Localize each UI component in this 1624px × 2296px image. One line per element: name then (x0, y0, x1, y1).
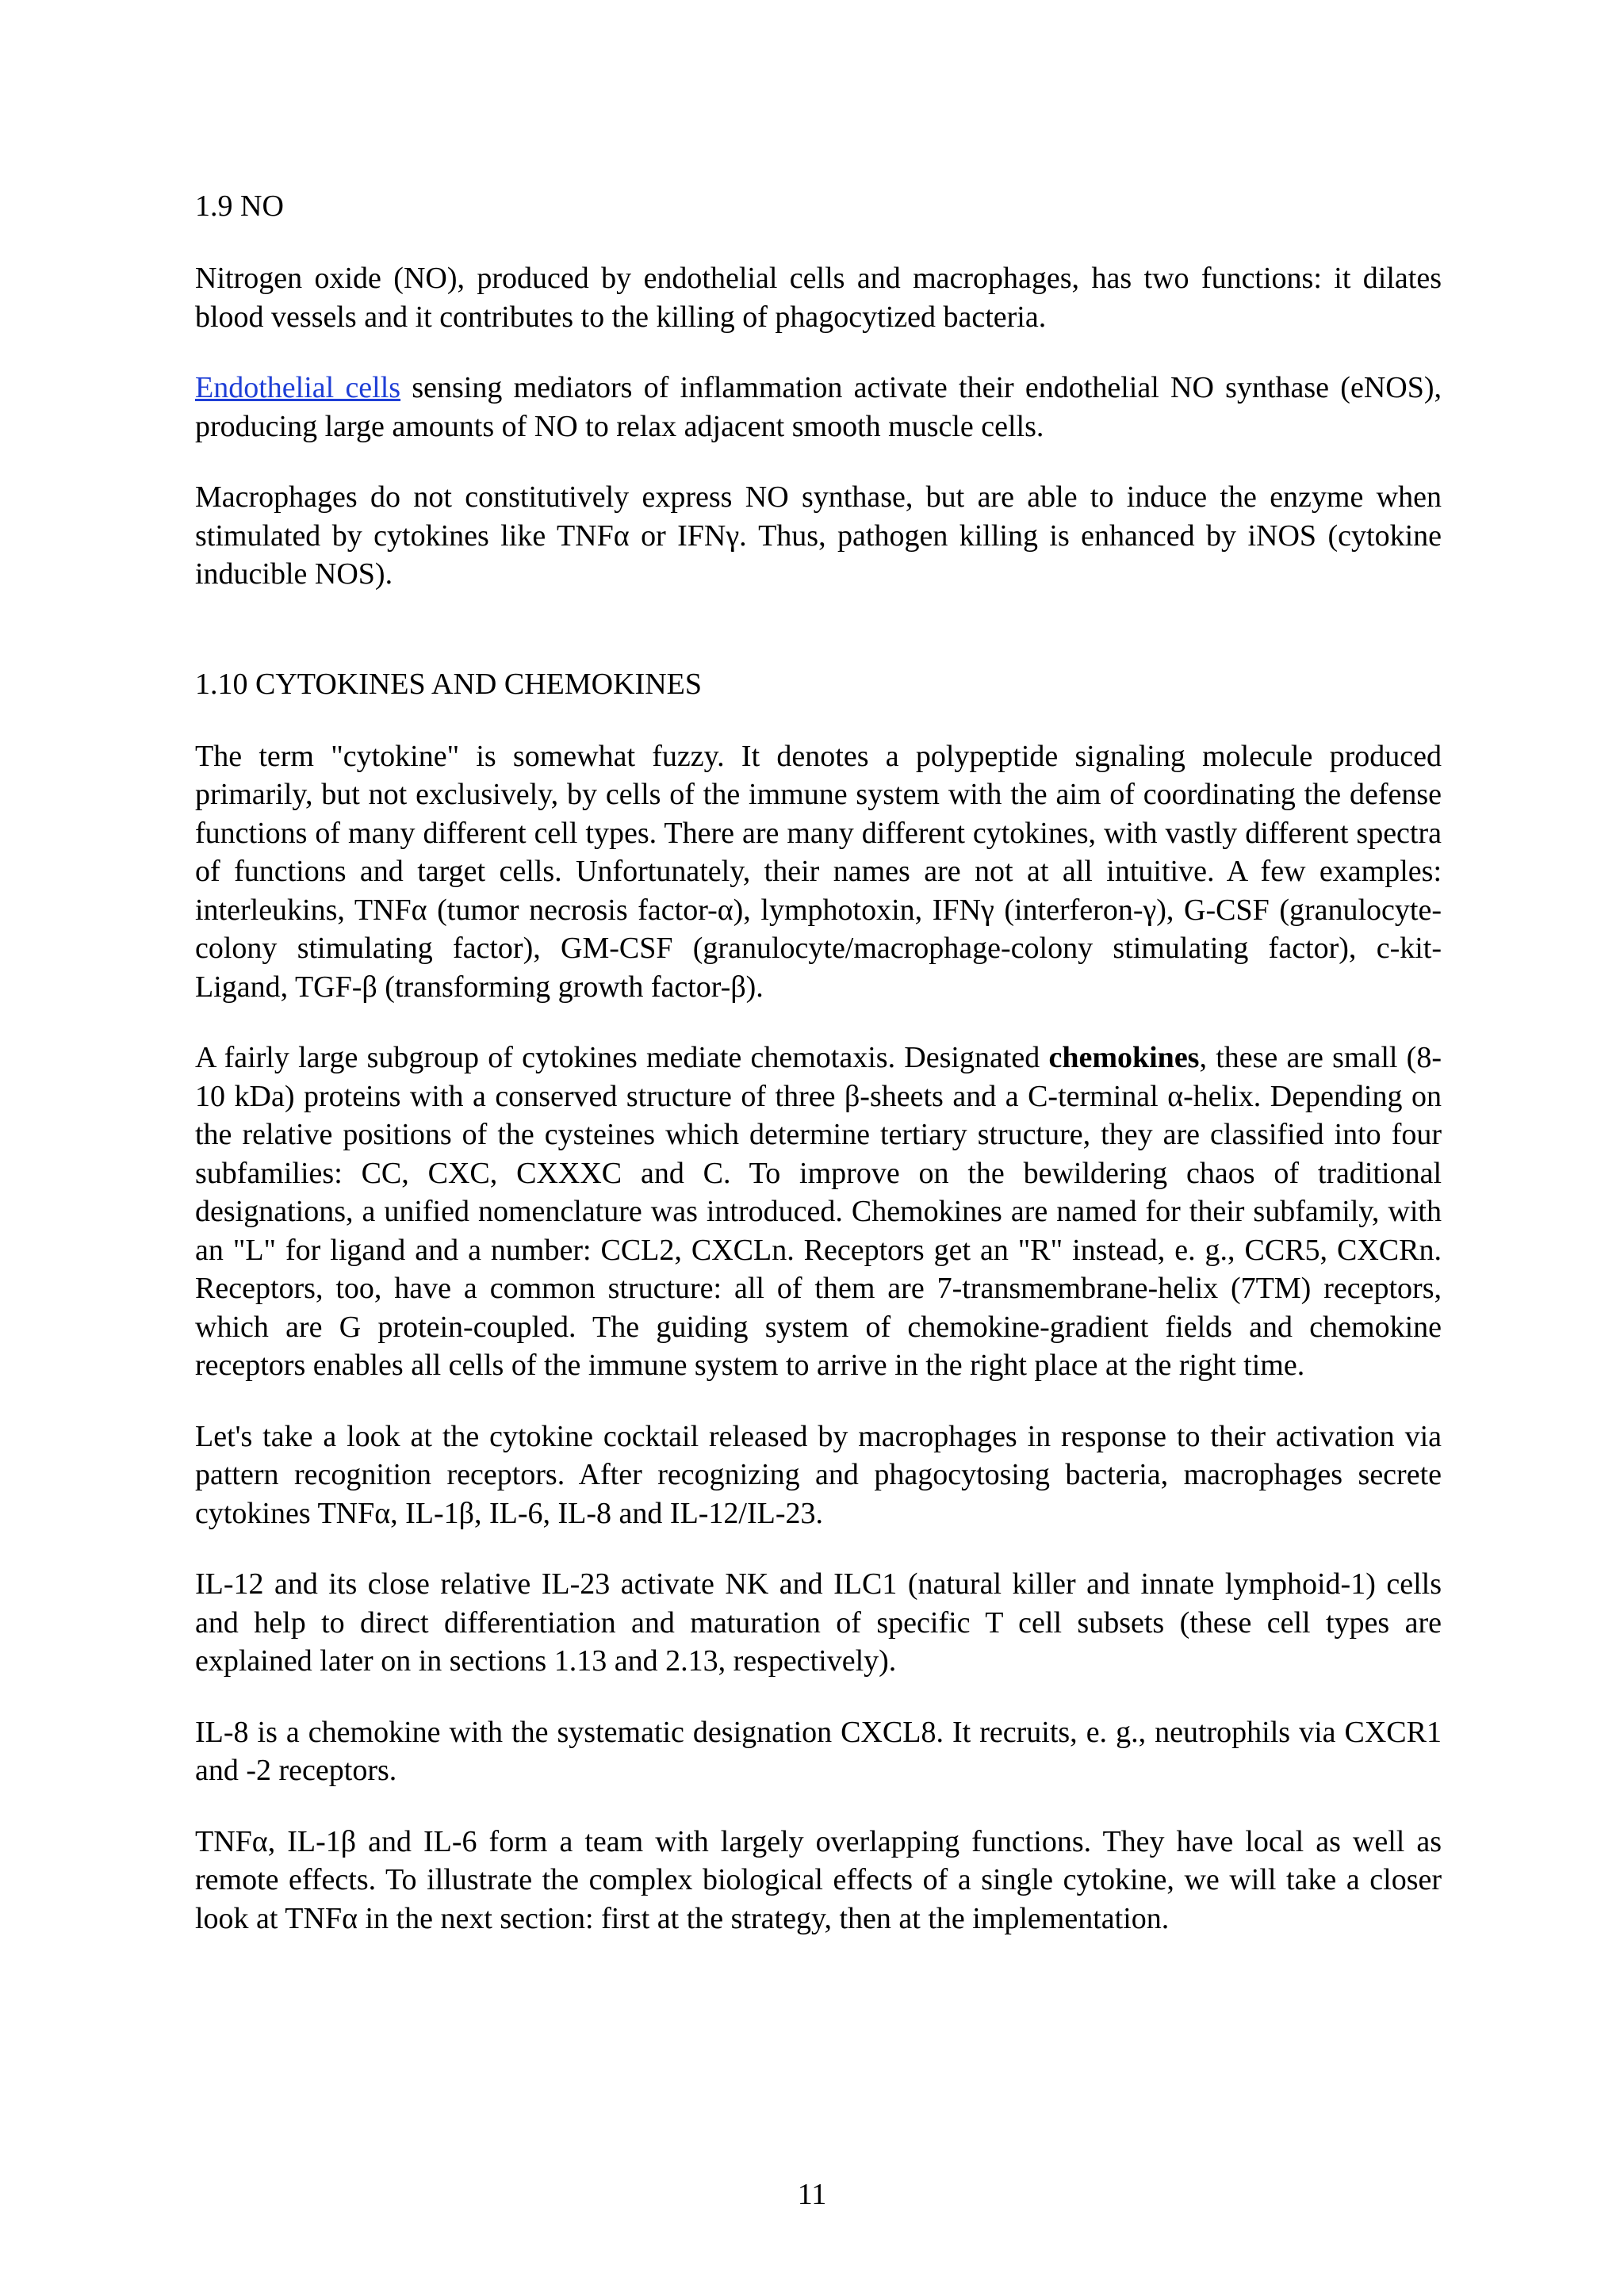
page-content (195, 187, 1442, 1938)
paragraph-chemokines-intro: A fairly large subgroup of cytokines mediate chemotaxis. Designated (195, 1041, 1049, 1074)
section-heading-1-10: 1.10 CYTOKINES AND CHEMOKINES (195, 667, 702, 701)
paragraph-il8: IL-8 is a chemokine with the systematic designation CXCL8. It recruits, e. g., neutrophils via CXCR1 and -2 receptors. (195, 1715, 1442, 1787)
section-heading-1-9: 1.9 NO (195, 189, 284, 223)
paragraph-endothelial-text: sensing mediators of inflammation activate their endothelial NO synthase (eNOS), producing large amounts of NO to relax adjacent smooth muscle cells. (195, 371, 1442, 443)
paragraph-cytokine-cocktail: Let's take a look at the cytokine cocktail released by macrophages in response to their activation via pattern recognition receptors. After recognizing and phagocytosing bacteria, macrophages secrete cytokines TNFα, IL-1β, IL-6, IL-8 and IL-12/IL-23. (195, 1419, 1442, 1530)
paragraph-chemokines-body: , these are small (8-10 kDa) proteins with a conserved structure of three β-sheets and a C-terminal α-helix. Depending on the relative positions of the cysteines which determine tertiary structure, they are classified into four subfamilies: CC, CXC, CXXXC and C. To improve on the bewildering chaos of traditional designations, a unified nomenclature was introduced. Chemokines are named for their subfamily, with an "L" for ligand and a number: CCL2, CXCLn. Receptors get an "R" instead, e. g., CCR5, CXCRn. Receptors, too, have a common structure: all of them are 7-transmembrane-helix (7TM) receptors, which are G protein-coupled. The guiding system of chemokine-gradient fields and chemokine receptors enables all cells of the immune system to arrive in the right place at the right time. (195, 1041, 1442, 1382)
page-number: 11 (797, 2178, 827, 2211)
paragraph-cytokine-definition: The term "cytokine" is somewhat fuzzy. It denotes a polypeptide signaling molecule produced primarily, but not exclusively, by cells of the immune system with the aim of coordinating the defense functions of many different cell types. There are many different cytokines, with vastly different spectra of functions and target cells. Unfortunately, their names are not at all intuitive. A few examples: interleukins, TNFα (tumor necrosis factor-α), lymphotoxin, IFNγ (interferon-γ), G-CSF (granulocyte-colony stimulating factor), GM-CSF (granulocyte/macrophage-colony stimulating factor), c-kit-Ligand, TGF-β (transforming growth factor-β). (195, 739, 1442, 1004)
endothelial-cells-link[interactable]: Endothelial cells (195, 371, 401, 404)
paragraph-tnf-team: TNFα, IL-1β and IL-6 form a team with largely overlapping functions. They have local as well as remote effects. To illustrate the complex biological effects of a single cytokine, we will take a closer look at TNFα in the next section: first at the strategy, then at the implementation. (195, 1824, 1442, 1935)
paragraph-endothelial (195, 369, 1442, 446)
paragraph-no-functions: Nitrogen oxide (NO), produced by endothelial cells and macrophages, has two functions: it dilates blood vessels and it contributes to the killing of phagocytized bacteria. (195, 262, 1442, 334)
paragraph-macrophages-nos: Macrophages do not constitutively express NO synthase, but are able to induce the enzyme when stimulated by cytokines like TNFα or IFNγ. Thus, pathogen killing is enhanced by iNOS (cytokine inducible NOS). (195, 480, 1442, 591)
chemokines-bold-term: chemokines (1048, 1041, 1200, 1074)
paragraph-chemokines (195, 1039, 1442, 1385)
paragraph-il12: IL-12 and its close relative IL-23 activate NK and ILC1 (natural killer and innate lymphoid-1) cells and help to direct differentiation and maturation of specific T cell subsets (these cell types are explained later on in sections 1.13 and 2.13, respectively). (195, 1567, 1442, 1678)
